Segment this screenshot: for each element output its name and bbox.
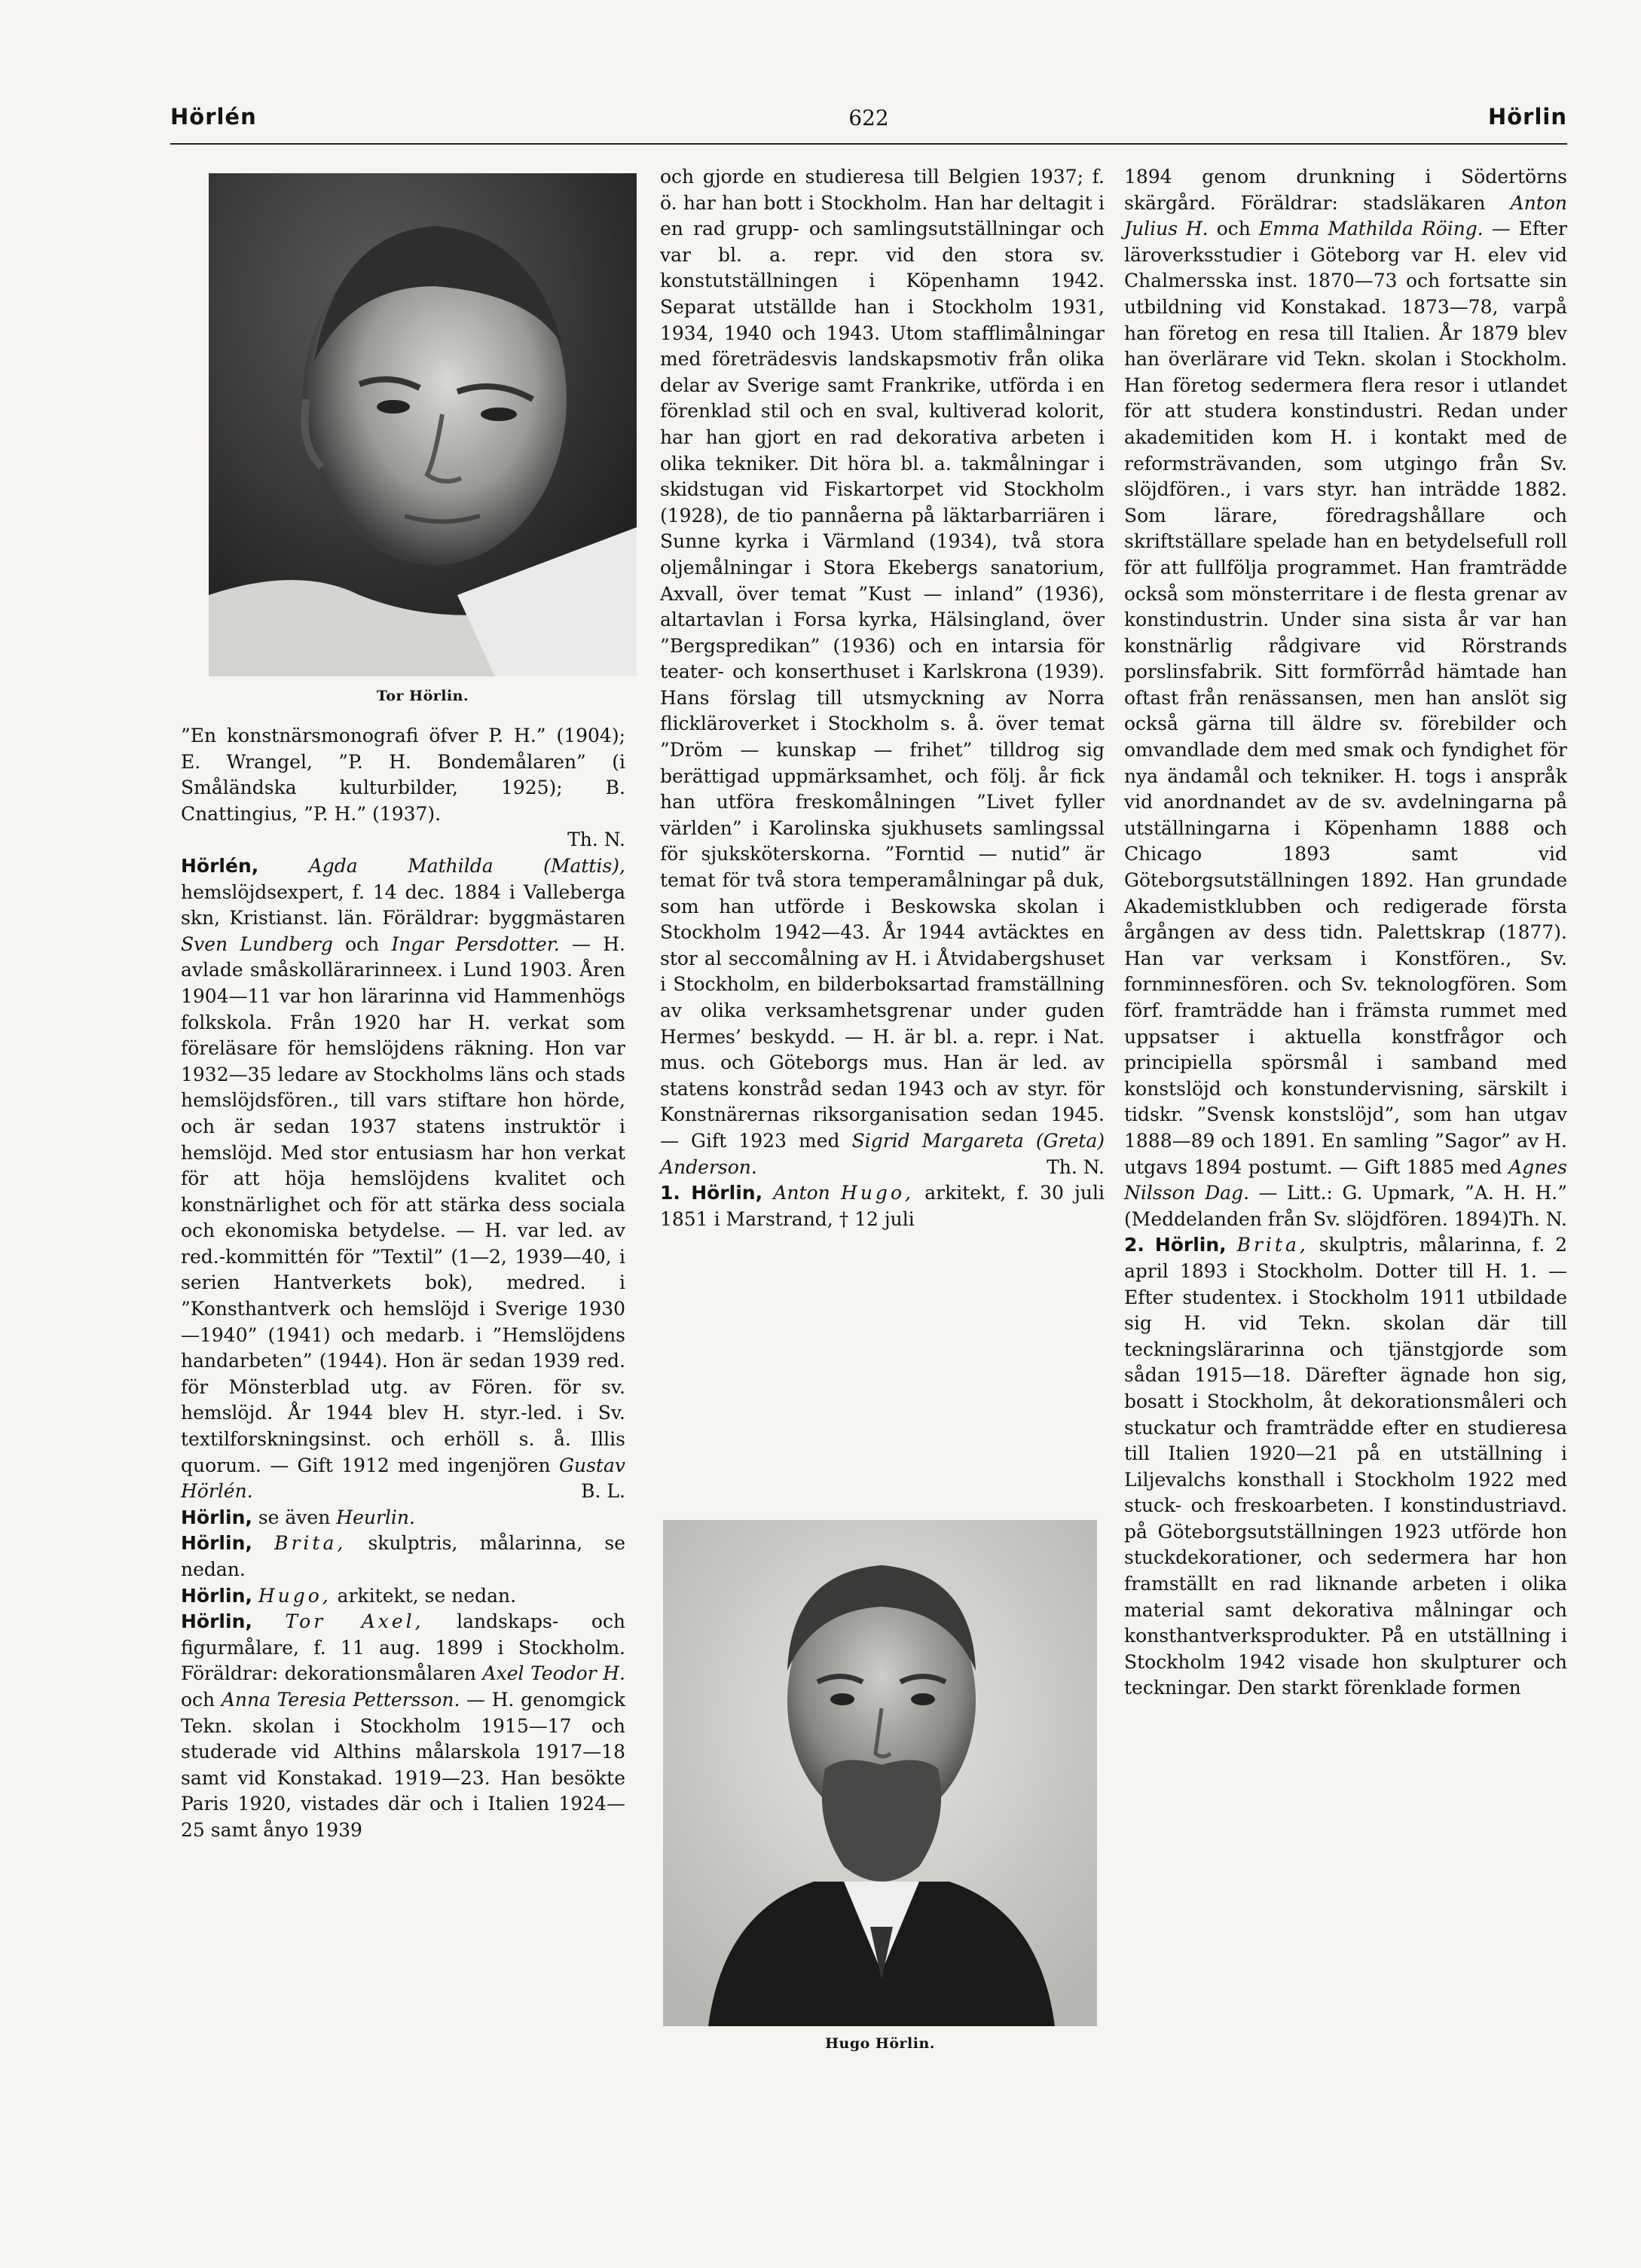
entry-name: Agda Mathilda (Mattis), (308, 854, 625, 877)
entry-horlin-see (181, 1505, 625, 1531)
entry-headword: Hörlin, (691, 1182, 763, 1204)
column-1 (181, 723, 625, 1844)
entry-name: Brita, (274, 1532, 347, 1555)
entry-text: — Litt.: G. Upmark, ”A. H. H.” (Meddelanden från Sv. slöjdfören. 1894). (1124, 1182, 1567, 1230)
entry-text: skulptris, målarinna, se nedan. (181, 1532, 625, 1580)
entry-italic-name: Ingar Persdotter. (391, 933, 560, 955)
entry-headword: Hörlin, (181, 1506, 252, 1528)
header-rule (170, 143, 1567, 145)
entry-text: arkitekt, se nedan. (331, 1584, 517, 1607)
entry-italic-name: Anton Julius H. (1124, 191, 1567, 240)
entry-name: Hugo, (841, 1182, 914, 1204)
entry-italic-name: Sigrid Margareta (Greta) Anderson. (660, 1129, 1105, 1178)
author-signature: Th. N. (1509, 1207, 1567, 1230)
entry-text: se även (252, 1506, 337, 1528)
entry-text: arkitekt, f. 30 juli 1851 i Marstrand, † 12 juli (660, 1182, 1105, 1230)
entry-text: och gjorde en studieresa till Belgien 1937; f. ö. har han bott i Stockholm. Han har deltagit i en rad grupp- och samlingsutställningar och var bl. a. repr. vid den stora sv. konstutställningen i Köpenhamn 1942. Separat utställde han i Stockholm 1931, 1934, 1940 och 1943. Utom stafflimålningar med företrädesvis landskapsmotiv från olika delar av Sverige samt Frankrike, utförda i en förenklad stil och en sval, kultiverad kolorit, har han gjort en rad dekorativa arbeten i olika tekniker. Dit höra bl. a. takmålningar i skidstugan vid Fiskartorpet vid Stockholm (1928), de tio pannåerna på läktarbarriären i Sunne kyrka i Värmland (1934), två stora oljemålningar i Stora Ekebergs sanatorium, Axvall, över temat ”Kust — inland” (1936), altartavlan i Forsa kyrka, Hälsingland, över ”Bergspredikan” (1936) och en intarsia för teater- och konserthuset i Karlskrona (1939). Hans förslag till utsmyckning av Norra flickläroverket i Stockholm s. å. över temat ”Dröm — kunskap — frihet” tilldrog sig berättigad uppmärksamhet, och följ. år fick han utföra freskomålningen ”Livet fyller världen” i Karolinska sjukhusets samlingssal för sjuksköterskorna. ”Forntid — nutid” är temat för två stora temperamålningar på duk, som han utförde i Beskowska skolan i Stockholm 1942—43. År 1944 avtäcktes en stor al seccomålning av H. i Åtvidabergshuset i Stockholm, en bilderboksartad framställning av olika verksamhetsgrenar under guden Hermes’ beskydd. — H. är bl. a. repr. i Nat. mus. och Göteborgs mus. Han är led. av statens konstråd sedan 1943 och av styr. för Konstnärernas riksorganisation sedan 1945. — Gift 1923 med (660, 166, 1105, 1152)
entry-italic-name: Agnes Nilsson Dag. (1124, 1155, 1567, 1204)
header-left-word: Hörlén (170, 104, 257, 130)
entry-text: hemslöjdsexpert, f. 14 dec. 1884 i Valleberga skn, Kristianst. län. Föräldrar: byggmästaren (181, 881, 625, 929)
entry-text: och (181, 1688, 222, 1711)
portrait-image-tor (209, 173, 637, 676)
entry-tor-horlin-cont (660, 164, 1105, 1180)
entry-text: landskaps- och figurmålare, f. 11 aug. 1899 i Stockholm. Föräldrar: dekorationsmålaren (181, 1610, 625, 1685)
entry-text: och (332, 933, 392, 955)
portrait-image-hugo (663, 1520, 1097, 2026)
entry-italic-name: Heurlin. (336, 1506, 415, 1528)
entry-tor-horlin (181, 1609, 625, 1843)
entry-name: Anton (773, 1182, 830, 1204)
author-signature: Th. N. (567, 829, 625, 851)
caption-tor: Tor Hörlin. (376, 688, 469, 704)
entry-italic-name: Emma Mathilda Röing. (1258, 218, 1484, 240)
bibliography-ph: ”En konstnärsmonografi öfver P. H.” (1904); E. Wrangel, ”P. H. Bondemålaren” (i Småländska kulturbilder, 1925); B. Cnattingius, ”P. H.” (1937). (181, 725, 625, 825)
entry-number: 2. (1124, 1234, 1144, 1256)
entry-text: och (1208, 218, 1259, 240)
entry-agda-horlen (181, 853, 625, 1505)
entry-italic-name: Sven Lundberg (181, 933, 333, 955)
entry-brita-horlin-ref (181, 1531, 625, 1583)
entry-text: — H. genomgick Tekn. skolan i Stockholm 1915—17 och studerade vid Althins målarskola 1917—18 samt vid Konstakad. 1919—23. Han besökte Paris 1920, vistades där och i Italien 1924—25 samt ånyo 1939 (181, 1688, 625, 1841)
author-signature: B. L. (581, 1480, 625, 1503)
entry-text: — Efter läroverksstudier i Göteborg var H. elev vid Chalmersska inst. 1870—73 och fortsatte sin utbildning vid Konstakad. 1873—78, varpå han företog en resa till Italien. År 1879 blev han överlärare vid Tekn. skolan i Stockholm. Han företog sedermera flera resor i utlandet för att studera konstindustri. Redan under akademitiden kom H. i kontakt med de reformsträvanden, som utgingo från Sv. slöjdfören., i vars styr. han inträdde 1882. Som lärare, föredragshållare och skriftställare spelade han en betydelsefull roll för att fullfölja programmet. Han framträdde också som mönsterritare i de flesta grenar av konstindustrin. Under sina sista år var han konstnärlig rådgivare vid Rörstrands porslinsfabrik. Sitt formförråd hämtade han oftast från renässansen, men han anslöt sig också gärna till äldre sv. förebilder och omvandlade dem med smak och fyndighet för nya ändamål och tekniker. H. togs i anspråk vid anordnandet av de sv. avdelningarna på utställningarna i Köpenhamn 1888 och Chicago 1893 samt vid Göteborgsutställningen 1892. Han grundade Akademistklubben och redigerade första årgången av dess tidn. Palettskrap (1877). Han var verksam i Konstfören., Sv. fornminnesfören. och Sv. teknologfören. Som förf. framträdde han i främsta rummet med uppsatser i aktuella konstfrågor och principiella spörsmål i samband med konstslöjd och konstundervisning, särskilt i tidskr. ”Svensk konstslöjd”, som han utgav 1888—89 och 1891. En samling ”Sagor” av H. utgavs 1894 postumt. — Gift 1885 med (1124, 218, 1567, 1178)
entry-name: Brita, (1236, 1234, 1309, 1256)
entry-brita-horlin (1124, 1232, 1567, 1702)
entry-text: skulptris, målarinna, f. 2 april 1893 i Stockholm. Dotter till H. 1. — Efter studentex. i Stockholm 1911 utbildade sig H. vid Tekn. skolan där till teckningslärarinna och tjänstgjorde som sådan 1915—18. Därefter ägnade hon sig, bosatt i Stockholm, åt dekorationsmåleri och stuckatur och framträdde efter en studieresa till Italien 1920—21 på en utställning i Liljevalchs konsthall i Stockholm 1922 med stuck- och freskoarbeten. I konstindustriavd. på Göteborgsutställningen 1923 utförde hon stuckdekorationer, och sedermera har hon framställt en rad liknande arbeten i olika material samt dekorativa målningar och konsthantverksprodukter. På en utställning i Stockholm 1942 visade hon skulpturer och teckningar. Den starkt förenklade formen (1124, 1234, 1567, 1699)
entry-name: Hugo, (258, 1584, 332, 1607)
header-right-word: Hörlin (1487, 104, 1567, 130)
entry-text: — H. avlade småskollärarinneex. i Lund 1903. Åren 1904—11 var hon lärarinna vid Hammenhögs folkskola. Från 1920 har H. verkat som föreläsare för hemslöjdens räkning. Hon var 1932—35 ledare av Stockholms läns och stads hemslöjdsfören., till vars stiftare hon hörde, och är sedan 1937 statens instruktör i hemslöjd. Med stor entusiasm har hon verkat för att höja hemslöjdens kvalitet och konstnärlighet och för att stärka dess sociala och ekonomiska betydelse. — H. var led. av red.-kommittén för ”Textil” (1—2, 1939—40, i serien Hantverkets bok), medred. i ”Konsthantverk och hemslöjd i Sverige 1930—1940” (1941) och medarb. i ”Hemslöjdens handarbeten” (1944). Hon är sedan 1939 red. för Mönsterblad utg. av Fören. för sv. hemslöjd. År 1944 blev H. styr.-led. i Sv. textilforskningsinst. och erhöll s. å. Illis quorum. — Gift 1912 med ingenjören (181, 933, 625, 1476)
entry-headword: Hörlin, (181, 1584, 252, 1607)
portrait-photo-tor (209, 173, 637, 676)
column-3 (1124, 164, 1567, 1702)
entry-headword: Hörlin, (181, 1532, 252, 1555)
entry-text: 1894 genom drunkning i Södertörns skärgård. Föräldrar: stadsläkaren (1124, 166, 1567, 214)
entry-number: 1. (660, 1182, 680, 1204)
entry-hugo-horlin (660, 1180, 1105, 1232)
entry-italic-name: Anna Teresia Pettersson. (221, 1688, 460, 1711)
entry-hugo-horlin-cont (1124, 164, 1567, 1232)
column-2 (660, 164, 1105, 1232)
entry-headword: Hörlén, (181, 854, 259, 877)
page-header (170, 104, 1567, 146)
entry-hugo-horlin-ref (181, 1583, 625, 1610)
entry-headword: Hörlin, (181, 1610, 252, 1633)
entry-italic-name: Axel Teodor H. (482, 1662, 626, 1685)
entry-italic-name: Gustav Hörlén. (181, 1454, 625, 1503)
entry-headword: Hörlin, (1154, 1234, 1227, 1256)
page-number: 622 (848, 105, 889, 130)
caption-hugo: Hugo Hörlin. (825, 2035, 935, 2052)
entry-name: Tor Axel, (285, 1610, 424, 1633)
portrait-photo-hugo (663, 1520, 1097, 2026)
author-signature: Th. N. (1047, 1155, 1105, 1178)
